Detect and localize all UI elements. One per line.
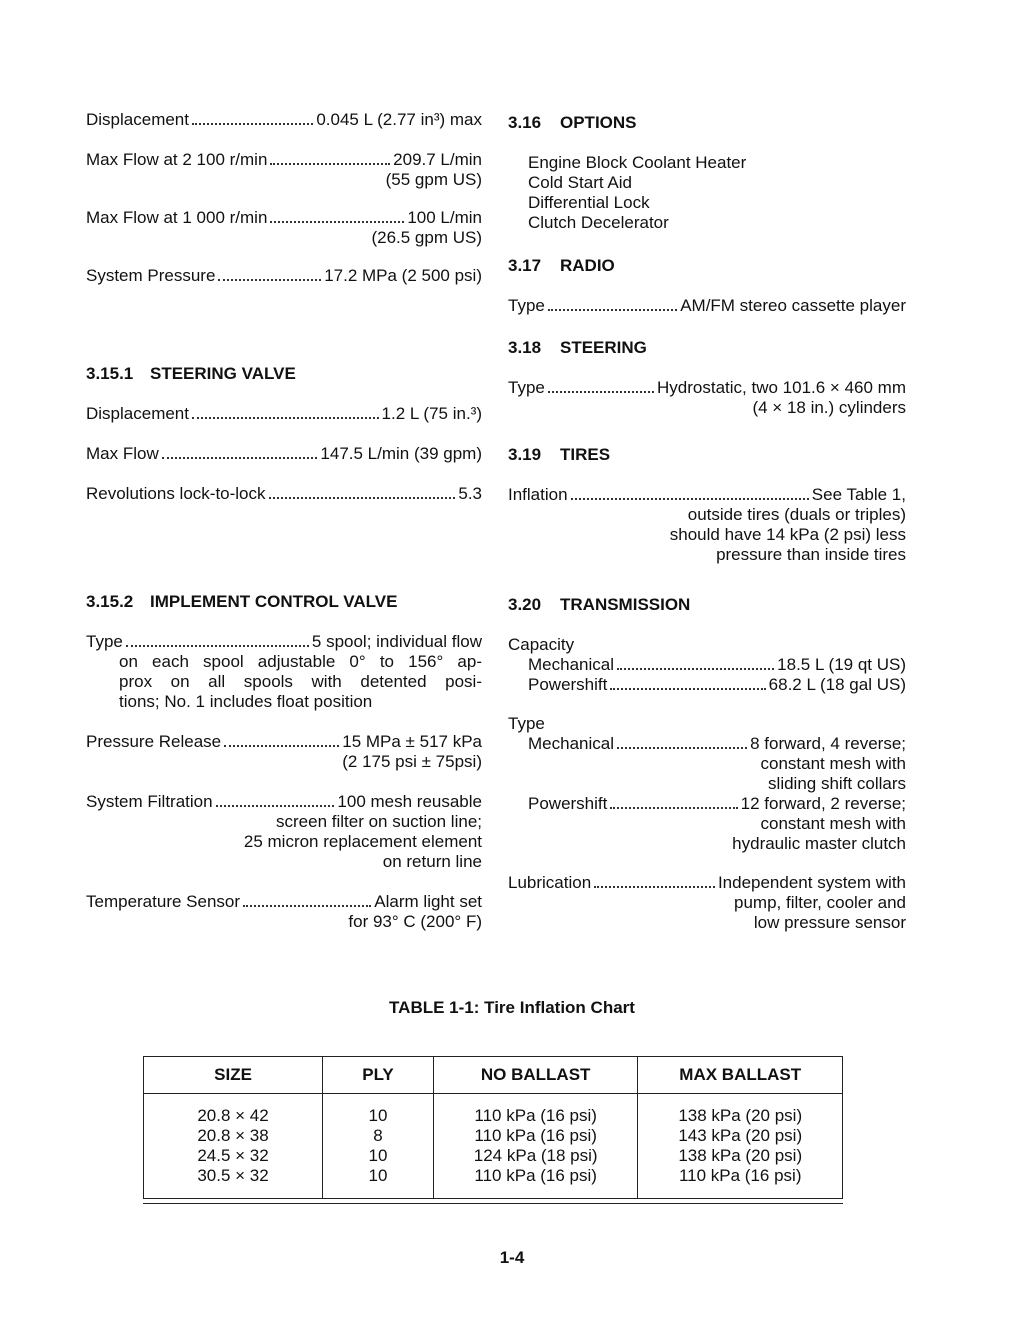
spec-type-powershift <box>508 794 906 814</box>
pump-specs <box>86 110 482 286</box>
section-title: RADIO <box>560 256 615 275</box>
table-cell: 8 <box>323 1126 434 1146</box>
spec-max-flow-2100 <box>86 150 482 170</box>
right-column <box>508 110 906 933</box>
dot-leader <box>610 688 765 690</box>
section-title: IMPLEMENT CONTROL VALVE <box>150 592 398 611</box>
spec-value: 8 forward, 4 reverse; <box>750 734 906 753</box>
spec-continuation: prox on all spools with detented posi- <box>119 672 482 691</box>
spec-value: 12 forward, 2 reverse; <box>740 794 906 813</box>
section-title: OPTIONS <box>560 113 637 132</box>
spec-value: 100 L/min <box>407 208 482 227</box>
dot-leader <box>216 805 335 807</box>
section-title: TRANSMISSION <box>560 595 691 614</box>
steering-valve-section <box>86 364 482 504</box>
spec-steering-type <box>508 378 906 398</box>
spec-label: Inflation <box>508 485 568 504</box>
spec-inflation <box>508 485 906 505</box>
dot-leader <box>270 221 404 223</box>
dot-leader <box>224 745 339 747</box>
spec-label: System Pressure <box>86 266 216 285</box>
section-number: 3.18 <box>508 338 542 357</box>
section-heading <box>508 445 906 465</box>
spec-value: Independent system with <box>717 873 906 892</box>
section-title: TIRES <box>560 445 611 464</box>
section-heading <box>86 592 482 612</box>
spec-label: Displacement <box>86 110 189 129</box>
spec-pressure-release <box>86 732 482 752</box>
spec-label: Max Flow at 2 100 r/min <box>86 150 268 169</box>
spec-system-filtration <box>86 792 482 812</box>
spec-continuation: screen filter on suction line; <box>276 812 482 831</box>
table-cell: 110 kPa (16 psi) <box>433 1166 638 1199</box>
spec-label: Max Flow <box>86 444 159 463</box>
spec-label: Mechanical <box>528 655 614 674</box>
table-header-row <box>144 1057 843 1094</box>
spec-label: Type <box>86 632 123 651</box>
left-column <box>86 110 482 932</box>
table-row <box>144 1146 843 1166</box>
dot-leader <box>548 309 677 311</box>
table-cell: 138 kPa (20 psi) <box>638 1146 843 1166</box>
option-item: Cold Start Aid <box>528 173 632 192</box>
spec-label: Pressure Release <box>86 732 222 751</box>
section-number: 3.20 <box>508 595 542 614</box>
spec-continuation: (55 gpm US) <box>385 170 482 189</box>
spec-continuation: on each spool adjustable 0° to 156° ap- <box>119 652 482 671</box>
dot-leader <box>192 123 313 125</box>
spec-value: 100 mesh reusable <box>337 792 482 811</box>
spec-type-mechanical <box>508 734 906 754</box>
spec-valve-max-flow <box>86 444 482 464</box>
spec-continuation: constant mesh with <box>760 754 906 773</box>
spec-value: 68.2 L (18 gal US) <box>768 675 906 694</box>
table-cell: 143 kPa (20 psi) <box>638 1126 843 1146</box>
dot-leader <box>162 457 318 459</box>
dot-leader <box>270 163 390 165</box>
section-number: 3.15.1 <box>86 364 134 383</box>
spec-continuation: pump, filter, cooler and <box>734 893 906 912</box>
spec-continuation: should have 14 kPa (2 psi) less <box>669 525 906 544</box>
spec-value: Hydrostatic, two 101.6 × 460 mm <box>657 378 906 397</box>
option-item: Differential Lock <box>528 193 650 212</box>
dot-leader <box>617 747 747 749</box>
section-heading <box>508 110 906 133</box>
spec-label: Lubrication <box>508 873 592 892</box>
dot-leader <box>269 497 456 499</box>
table-cell: 10 <box>323 1146 434 1166</box>
spec-capacity-mechanical <box>508 655 906 675</box>
table-row <box>144 1126 843 1146</box>
spec-label: Temperature Sensor <box>86 892 241 911</box>
implement-valve-section <box>86 592 482 932</box>
spec-continuation: (4 × 18 in.) cylinders <box>752 398 906 417</box>
section-number: 3.19 <box>508 445 542 464</box>
spec-temperature-sensor <box>86 892 482 912</box>
column-header: MAX BALLAST <box>638 1057 843 1094</box>
spec-continuation: constant mesh with <box>760 814 906 833</box>
spec-continuation: tions; No. 1 includes float position <box>119 692 373 711</box>
spec-max-flow-1000 <box>86 208 482 228</box>
dot-leader <box>610 807 737 809</box>
spec-continuation: hydraulic master clutch <box>732 834 906 853</box>
spec-displacement <box>86 110 482 130</box>
option-item: Clutch Decelerator <box>528 213 669 232</box>
dot-leader <box>192 417 379 419</box>
tire-inflation-table <box>143 1056 843 1204</box>
table-cell: 124 kPa (18 psi) <box>433 1146 638 1166</box>
spec-value: 0.045 L (2.77 in³) max <box>316 110 482 129</box>
section-number: 3.16 <box>508 113 542 132</box>
spec-lubrication <box>508 873 906 893</box>
spec-value: 5 spool; individual flow <box>311 632 482 651</box>
spec-value: 18.5 L (19 qt US) <box>777 655 906 674</box>
spec-value: See Table 1, <box>811 485 906 504</box>
spec-value: 147.5 L/min (39 gpm) <box>320 444 482 463</box>
table-row <box>144 1166 843 1199</box>
dot-leader <box>617 668 774 670</box>
spec-radio-type <box>508 296 906 316</box>
dot-leader <box>571 498 809 500</box>
section-title: STEERING VALVE <box>150 364 296 383</box>
spec-valve-type <box>86 632 482 652</box>
spec-label: Powershift <box>528 794 608 813</box>
spec-value: 17.2 MPa (2 500 psi) <box>324 266 482 285</box>
section-title: STEERING <box>560 338 647 357</box>
table-cell: 24.5 × 32 <box>144 1146 323 1166</box>
dot-leader <box>243 905 371 907</box>
spec-continuation: for 93° C (200° F) <box>348 912 482 931</box>
section-heading <box>508 338 906 358</box>
subsection-label: Capacity <box>508 635 575 654</box>
table-cell: 20.8 × 38 <box>144 1126 323 1146</box>
table-row <box>144 1094 843 1127</box>
spec-continuation: (26.5 gpm US) <box>371 228 482 247</box>
spec-continuation: pressure than inside tires <box>716 545 906 564</box>
spec-continuation: 25 micron replacement element <box>243 832 482 851</box>
column-header: NO BALLAST <box>433 1057 638 1094</box>
spec-value: Alarm light set <box>374 892 482 911</box>
spec-revolutions <box>86 484 482 504</box>
table-cell: 138 kPa (20 psi) <box>638 1094 843 1127</box>
spec-value: 15 MPa ± 517 kPa <box>342 732 482 751</box>
spec-continuation: (2 175 psi ± 75psi) <box>342 752 482 771</box>
section-heading <box>508 256 906 276</box>
spec-continuation: sliding shift collars <box>768 774 906 793</box>
spec-label: Displacement <box>86 404 189 423</box>
section-number: 3.17 <box>508 256 542 275</box>
spec-continuation: on return line <box>382 852 482 871</box>
spec-value: 5.3 <box>458 484 482 503</box>
table-cell: 10 <box>323 1094 434 1127</box>
dot-leader <box>594 886 715 888</box>
option-item: Engine Block Coolant Heater <box>528 153 747 172</box>
spec-value: 1.2 L (75 in.³) <box>381 404 482 423</box>
spec-valve-displacement <box>86 404 482 424</box>
section-heading <box>508 595 906 615</box>
spec-label: System Filtration <box>86 792 213 811</box>
table-bottom-rule <box>143 1199 843 1204</box>
column-header: SIZE <box>144 1057 323 1094</box>
section-number: 3.15.2 <box>86 592 134 611</box>
spec-label: Max Flow at 1 000 r/min <box>86 208 268 227</box>
subsection-label: Type <box>508 714 545 733</box>
spec-label: Mechanical <box>528 734 614 753</box>
table-cell: 110 kPa (16 psi) <box>433 1126 638 1146</box>
spec-value: 209.7 L/min <box>393 150 482 169</box>
spec-label: Powershift <box>528 675 608 694</box>
dot-leader <box>218 279 321 281</box>
spec-capacity-powershift <box>508 675 906 695</box>
dot-leader <box>126 645 309 647</box>
table-cell: 30.5 × 32 <box>144 1166 323 1199</box>
table-cell: 110 kPa (16 psi) <box>433 1094 638 1127</box>
table-title: TABLE 1-1: Tire Inflation Chart <box>389 998 635 1017</box>
spec-continuation: outside tires (duals or triples) <box>687 505 906 524</box>
spec-label: Revolutions lock-to-lock <box>86 484 266 503</box>
spec-continuation: low pressure sensor <box>753 913 906 932</box>
page-number: 1-4 <box>499 1248 525 1267</box>
table-cell: 110 kPa (16 psi) <box>638 1166 843 1199</box>
table-cell: 10 <box>323 1166 434 1199</box>
dot-leader <box>548 391 654 393</box>
spec-system-pressure <box>86 266 482 286</box>
spec-value: AM/FM stereo cassette player <box>680 296 906 315</box>
spec-label: Type <box>508 296 545 315</box>
column-header: PLY <box>323 1057 434 1094</box>
table-cell: 20.8 × 42 <box>144 1094 323 1127</box>
spec-label: Type <box>508 378 545 397</box>
section-heading <box>86 364 482 384</box>
